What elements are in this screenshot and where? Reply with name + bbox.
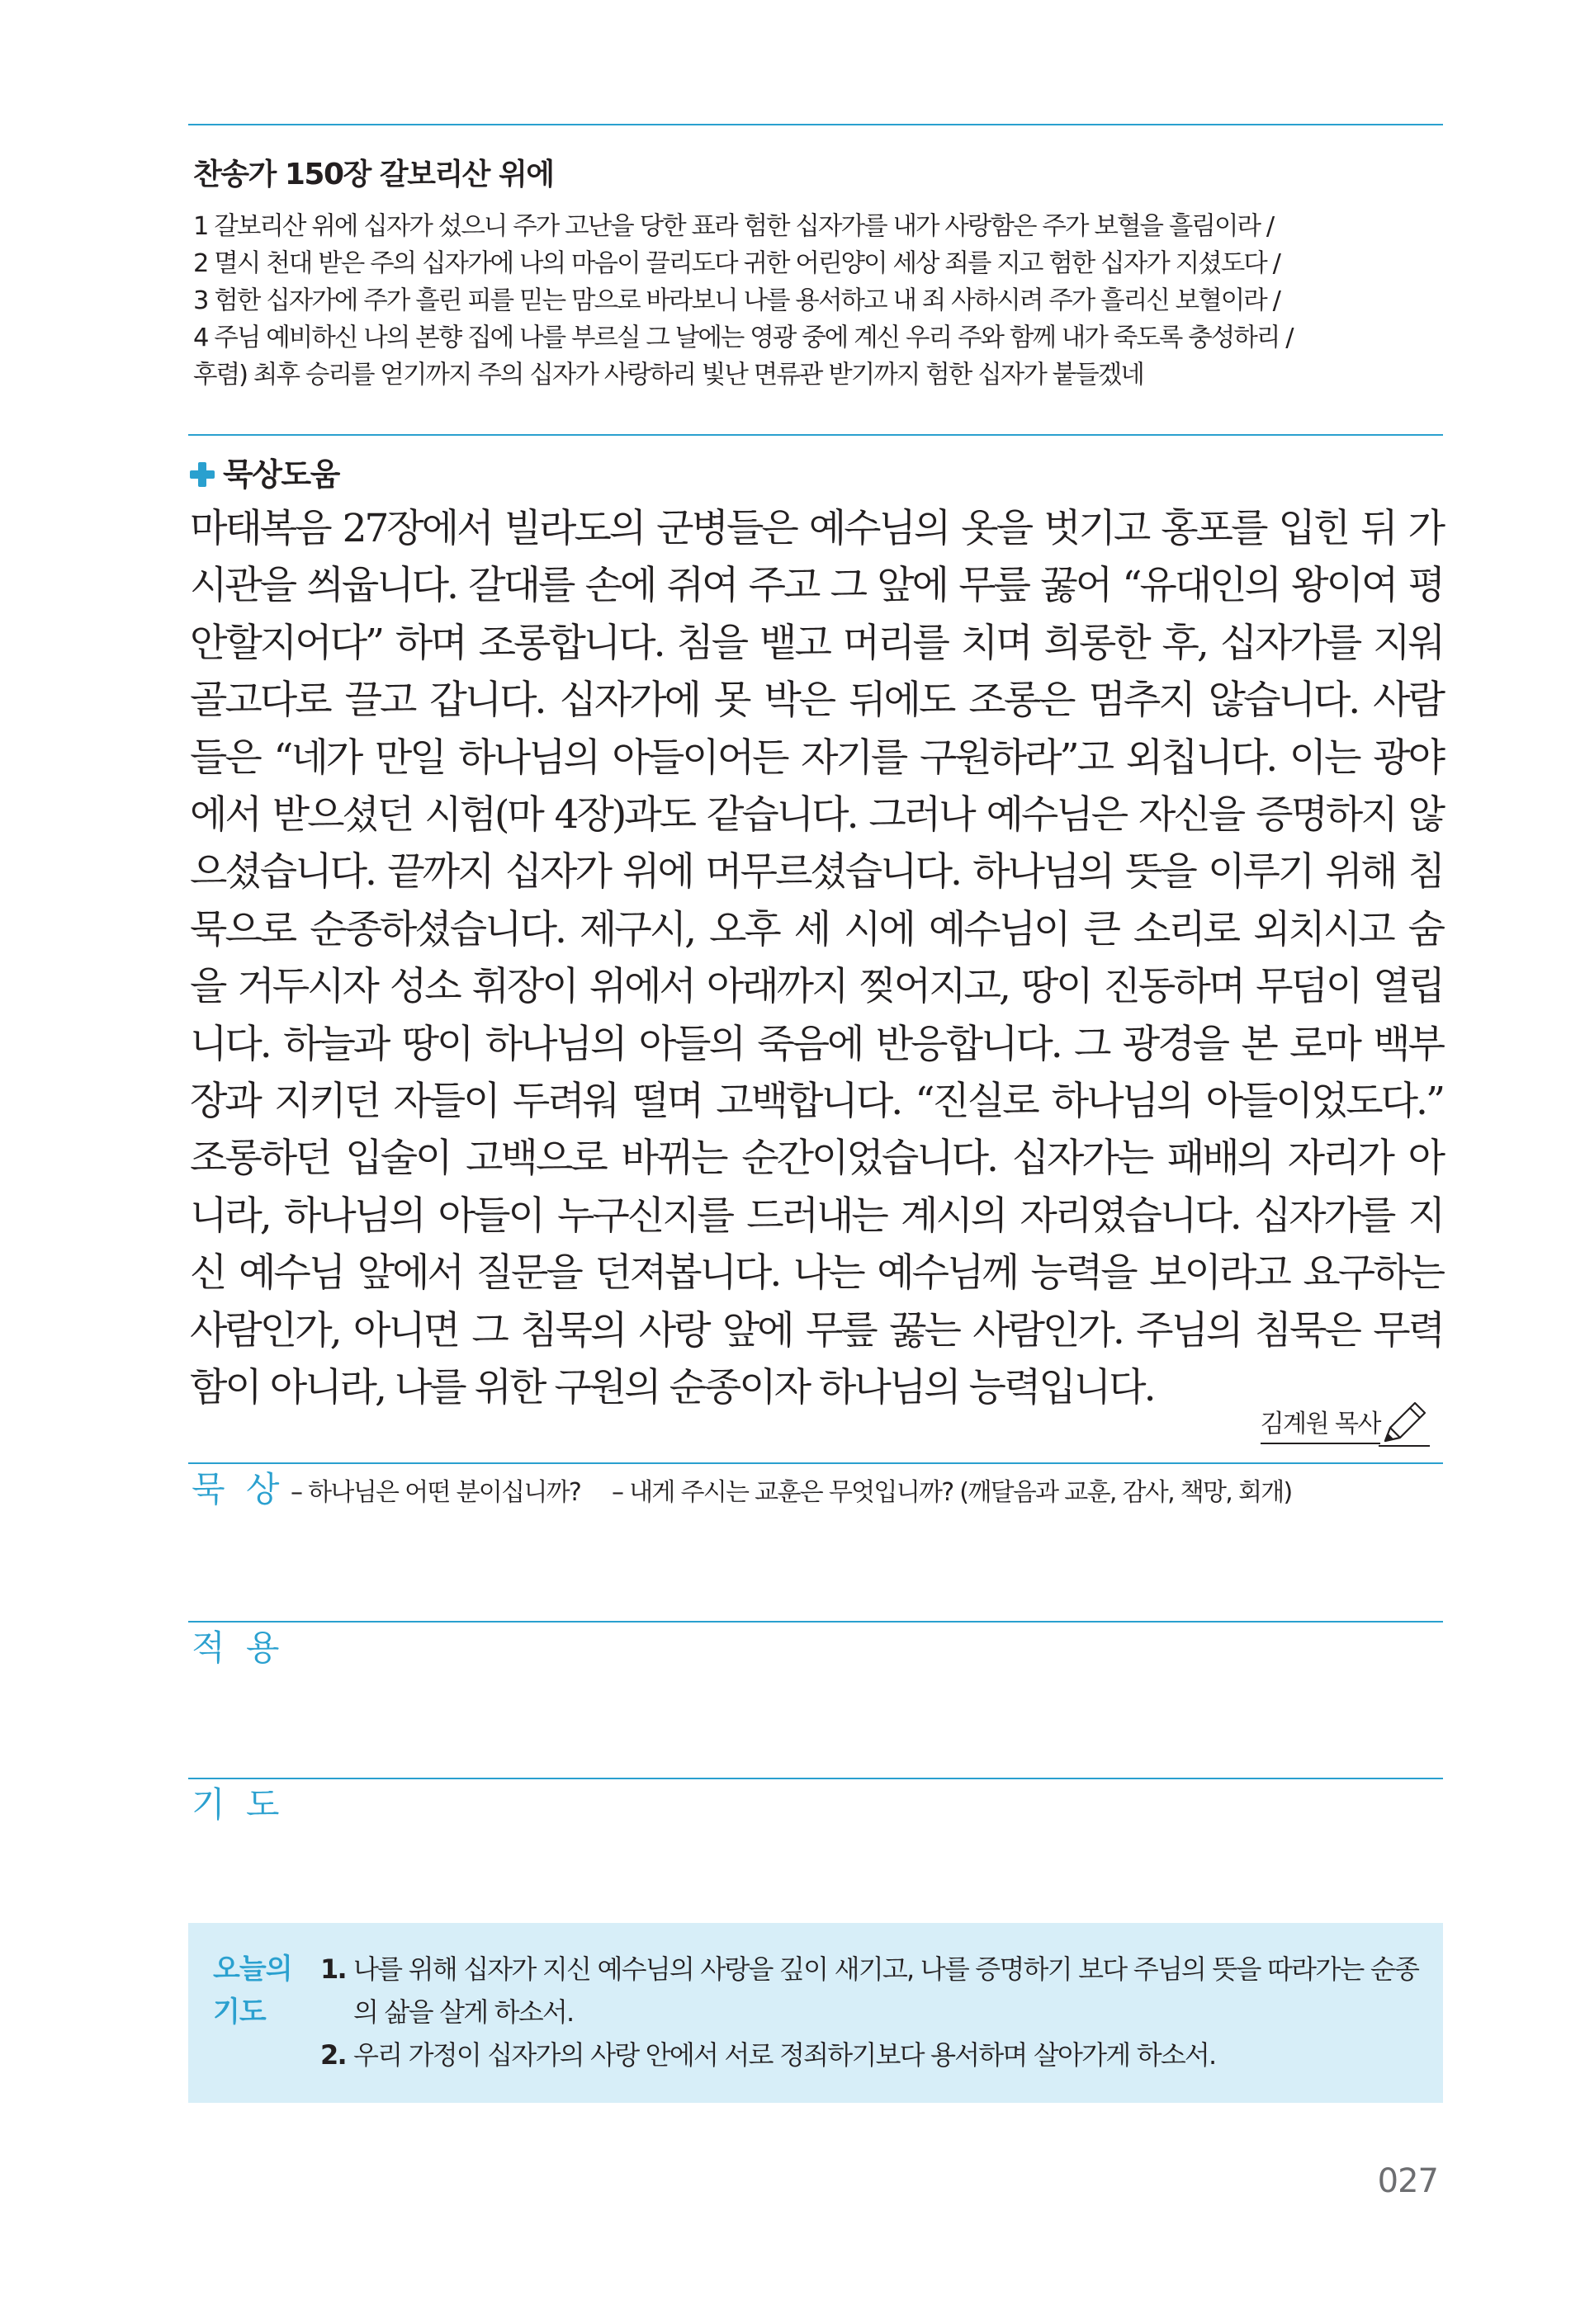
body-line: 사람인가, 아니면 그 침묵의 사랑 앞에 무릎 꿇는 사람인가. 주님의 침묵은 무력 xyxy=(190,1307,1443,1353)
hymn-refrain: 후렴) 최후 승리를 얻기까지 주의 십자가 사랑하리 빛난 면류관 받기까지 험한 십자가 붙들겠네 xyxy=(193,361,1143,390)
body-line: 니라, 하나님의 아들이 누구신지를 드러내는 계시의 자리였습니다. 십자가를 지 xyxy=(190,1193,1443,1239)
author-name: 김계원 목사 xyxy=(1261,1408,1380,1444)
page-number: 027 xyxy=(1377,2162,1438,2200)
todays-prayer-list xyxy=(320,1948,1426,2076)
body-line: 을 거두시자 성소 휘장이 위에서 아래까지 찢어지고, 땅이 진동하며 무덤이 열립 xyxy=(190,964,1443,1010)
meditation-prompts xyxy=(291,1475,1317,1511)
body-line: 조롱하던 입술이 고백으로 바뀌는 순간이었습니다. 십자가는 패배의 자리가 아 xyxy=(190,1136,1443,1182)
application-label: 적 용 xyxy=(192,1627,285,1668)
todays-prayer-item-2 xyxy=(320,2034,1426,2076)
body-line: 함이 아니라, 나를 위한 구원의 순종이자 하나님의 능력입니다. xyxy=(190,1365,1154,1411)
hymn-verse-2: 2 멸시 천대 받은 주의 십자가에 나의 마음이 끌리도다 귀한 어린양이 세상 죄를 지고 험한 십자가 지셨도다 / xyxy=(193,249,1280,278)
application-divider xyxy=(188,1621,1443,1623)
meditation-help-heading xyxy=(190,456,339,494)
body-line: 들은 “네가 만일 하나님의 아들이어든 자기를 구원하라”고 외칩니다. 이는 광야 xyxy=(190,735,1443,781)
meditation-prompt-1: – 하나님은 어떤 분이십니까? xyxy=(291,1478,581,1507)
pencil-icon xyxy=(1379,1398,1430,1448)
body-line: 으셨습니다. 끝까지 십자가 위에 머무르셨습니다. 하나님의 뜻을 이루기 위해 침 xyxy=(190,849,1443,895)
cross-icon xyxy=(190,462,215,487)
author-signature xyxy=(1261,1398,1430,1444)
todays-prayer-label-line2: 기도 xyxy=(213,1996,266,2029)
body-line: 안할지어다” 하며 조롱합니다. 침을 뱉고 머리를 치며 희롱한 후, 십자가를 지워 xyxy=(190,620,1443,666)
body-line: 에서 받으셨던 시험(마 4장)과도 같습니다. 그러나 예수님은 자신을 증명하지 않 xyxy=(190,792,1443,838)
top-divider xyxy=(188,124,1443,125)
hymn-verse-3: 3 험한 십자가에 주가 흘린 피를 믿는 맘으로 바라보니 나를 용서하고 내 죄 사하시려 주가 흘리신 보혈이라 / xyxy=(193,286,1280,315)
prayer-number: 1. xyxy=(320,1953,346,1985)
body-line: 마태복음 27장에서 빌라도의 군병들은 예수님의 옷을 벗기고 홍포를 입힌 뒤 가 xyxy=(190,506,1443,551)
body-line: 니다. 하늘과 땅이 하나님의 아들의 죽음에 반응합니다. 그 광경을 본 로마 백부 xyxy=(190,1021,1443,1067)
prayer-text: 나를 위해 십자가 지신 예수님의 사랑을 깊이 새기고, 나를 증명하기 보다 주님의 뜻을 따라가는 순종의 삶을 살게 하소서. xyxy=(353,1953,1419,2028)
body-line: 골고다로 끌고 갑니다. 십자가에 못 박은 뒤에도 조롱은 멈추지 않습니다. 사람 xyxy=(190,678,1443,724)
prayer-number: 2. xyxy=(320,2039,346,2071)
meditation-label: 묵 상 xyxy=(192,1469,285,1509)
meditation-help-body xyxy=(190,500,1443,1417)
prayer-divider xyxy=(188,1778,1443,1779)
meditation-prompt-2: – 내게 주시는 교훈은 무엇입니까? (깨달음과 교훈, 감사, 책망, 회개) xyxy=(611,1478,1292,1507)
meditation-help-title: 묵상도움 xyxy=(223,456,339,493)
body-line: 시관을 씌웁니다. 갈대를 손에 쥐여 주고 그 앞에 무릎 꿇어 “유대인의 왕이여 평 xyxy=(190,563,1443,609)
prayer-label: 기 도 xyxy=(192,1784,285,1825)
todays-prayer-box xyxy=(188,1923,1443,2103)
body-line: 신 예수님 앞에서 질문을 던져봅니다. 나는 예수님께 능력을 보이라고 요구하는 xyxy=(190,1250,1443,1297)
hymn-verse-4: 4 주님 예비하신 나의 본향 집에 나를 부르실 그 날에는 영광 중에 계신 우리 주와 함께 내가 죽도록 충성하리 / xyxy=(193,324,1293,352)
meditation-divider xyxy=(188,1462,1443,1464)
body-line: 장과 지키던 자들이 두려워 떨며 고백합니다. “진실로 하나님의 아들이었도다.” xyxy=(190,1079,1443,1125)
hymn-divider xyxy=(188,434,1443,436)
hymn-section xyxy=(193,157,1456,394)
todays-prayer-label-line1: 오늘의 xyxy=(213,1953,292,1986)
hymn-verse-1: 1 갈보리산 위에 십자가 섰으니 주가 고난을 당한 표라 험한 십자가를 내가 사랑함은 주가 보혈을 흘림이라 / xyxy=(193,212,1274,241)
body-line: 묵으로 순종하셨습니다. 제구시, 오후 세 시에 예수님이 큰 소리로 외치시고 숨 xyxy=(190,906,1443,952)
todays-prayer-label xyxy=(213,1948,312,2034)
prayer-text: 우리 가정이 십자가의 사랑 안에서 서로 정죄하기보다 용서하며 살아가게 하소서. xyxy=(353,2039,1216,2071)
todays-prayer-item-1 xyxy=(320,1948,1426,2034)
hymn-title: 찬송가 150장 갈보리산 위에 xyxy=(193,158,554,191)
